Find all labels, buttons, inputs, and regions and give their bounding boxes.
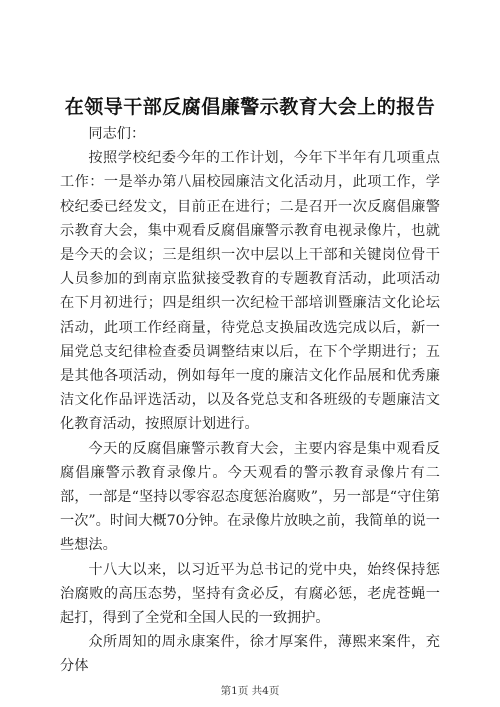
paragraph: 众所周知的周永康案件，徐才厚案件，薄熙来案件，充分体 — [60, 634, 440, 675]
document-body — [60, 122, 440, 679]
page-number-footer: 第1页 共4页 — [220, 685, 280, 697]
paragraph: 按照学校纪委今年的工作计划，今年下半年有几项重点工作：一是举办第八届校园廉洁文化活动月，此项工作，学校纪委已经发文，目前正在进行；二是召开一次反腐倡廉警示教育大会，集中观看反腐倡廉警示教育电视录像片，也就是今天的会议；三是组织一次中层以上干部和关键岗位骨干人员参加的到南京监狱接受教育的专题教育活动，此项活动在下月初进行；四是组织一次纪检干部培训暨廉洁文化论坛活动，此项工作经商量，待党总支换届改选完成以后，新一届党总支纪律检查委员调整结束以后，在下个学期进行；五是其他各项活动，例如每年一度的廉洁文化作品展和优秀廉洁文化作品评选活动，以及各党总支和各班级的专题廉洁文化教育活动，按照原计划进行。 — [60, 150, 440, 433]
document-title: 在领导干部反腐倡廉警示教育大会上的报告 — [64, 96, 436, 118]
paragraph: 今天的反腐倡廉警示教育大会，主要内容是集中观看反腐倡廉警示教育录像片。今天观看的警示教育录像片有二部，一部是“坚持以零容忍态度惩治腐败”，另一部是“守住第一次”。时间大概70分钟。在录像片放映之前，我简单的说一些想法。 — [60, 440, 440, 554]
paragraph: 十八大以来，以习近平为总书记的党中央，始终保持惩治腐败的高压态势，坚持有贪必反，有腐必惩，老虎苍蝇一起打，得到了全党和全国人民的一致拥护。 — [60, 561, 440, 627]
greeting: 同志们： — [88, 126, 146, 142]
